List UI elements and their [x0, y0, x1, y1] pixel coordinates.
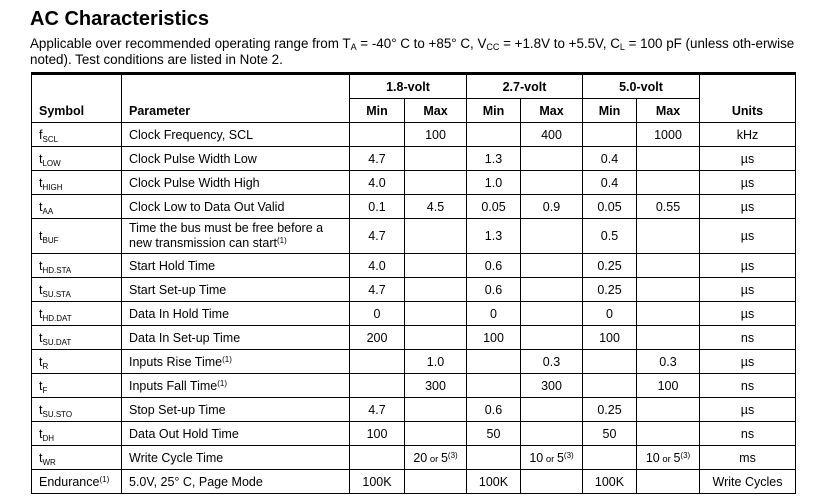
table-row [32, 302, 796, 326]
symbol-cell: $t_{SU.DAT}$ [32, 326, 122, 350]
value-cell: 100 [405, 123, 467, 147]
section-title: AC Characteristics [30, 8, 209, 30]
value-cell: 400 [521, 123, 583, 147]
symbol-cell: $t_{DH}$ [32, 422, 122, 446]
units-cell: ns [700, 374, 796, 398]
value-cell [350, 446, 405, 470]
units-cell: µs [700, 171, 796, 195]
parameter-cell: Clock Pulse Width High [122, 171, 350, 195]
value-cell: 0.4 [583, 147, 637, 171]
value-cell: 100 [637, 374, 700, 398]
value-cell: 0.1 [350, 195, 405, 219]
units-cell: ms [700, 446, 796, 470]
value-cell: 100K [467, 470, 521, 494]
value-cell [637, 302, 700, 326]
ac-characteristics-table [31, 72, 796, 494]
value-cell [637, 326, 700, 350]
value-cell: 0.6 [467, 254, 521, 278]
value-cell: 1.3 [467, 219, 521, 254]
value-cell [637, 422, 700, 446]
value-cell [405, 470, 467, 494]
parameter-cell: Clock Frequency, SCL [122, 123, 350, 147]
value-cell [405, 278, 467, 302]
table-row [32, 278, 796, 302]
value-cell [521, 326, 583, 350]
header-parameter: Parameter [122, 74, 350, 123]
value-cell: 1.0 [467, 171, 521, 195]
symbol-cell: $t_{HD.DAT}$ [32, 302, 122, 326]
value-cell: 0.9 [521, 195, 583, 219]
value-cell: 0.3 [521, 350, 583, 374]
symbol-cell: $f_{SCL}$ [32, 123, 122, 147]
table-row [32, 446, 796, 470]
value-cell [467, 446, 521, 470]
parameter-cell: Start Set-up Time [122, 278, 350, 302]
value-cell [583, 123, 637, 147]
value-cell [405, 302, 467, 326]
units-cell: µs [700, 195, 796, 219]
table-row [32, 422, 796, 446]
value-cell: 1.0 [405, 350, 467, 374]
symbol-cell: $t_{WR}$ [32, 446, 122, 470]
value-cell: 1000 [637, 123, 700, 147]
units-cell: µs [700, 278, 796, 302]
value-cell: 200 [350, 326, 405, 350]
value-cell: 300 [521, 374, 583, 398]
header-max: Max [405, 99, 467, 123]
header-units: Units [700, 74, 796, 123]
parameter-cell: Clock Pulse Width Low [122, 147, 350, 171]
value-cell: 0 [583, 302, 637, 326]
value-cell [521, 147, 583, 171]
units-cell: ns [700, 326, 796, 350]
symbol-cell: $t_{SU.STA}$ [32, 278, 122, 302]
value-cell [637, 219, 700, 254]
symbol-cell: $t_{HD.STA}$ [32, 254, 122, 278]
value-cell [405, 398, 467, 422]
value-cell [521, 398, 583, 422]
value-cell: 0.25 [583, 398, 637, 422]
value-cell [521, 302, 583, 326]
value-cell: 4.7 [350, 219, 405, 254]
value-cell [405, 254, 467, 278]
value-cell [405, 326, 467, 350]
units-cell: kHz [700, 123, 796, 147]
value-cell: 4.0 [350, 171, 405, 195]
symbol-cell: $t_{LOW}$ [32, 147, 122, 171]
value-cell [583, 446, 637, 470]
desc-text-3: = +1.8V to +5.5V, C [499, 36, 620, 51]
value-cell [583, 374, 637, 398]
table-row [32, 195, 796, 219]
parameter-cell: Start Hold Time [122, 254, 350, 278]
desc-text-1: Applicable over recommended operating range from T [30, 36, 351, 51]
table-row [32, 147, 796, 171]
header-min: Min [467, 99, 521, 123]
value-cell: 0.05 [467, 195, 521, 219]
table-row [32, 350, 796, 374]
value-cell [637, 278, 700, 302]
header-group-5-0v: 5.0-volt [583, 74, 700, 99]
symbol-cell: Endurance$^{(1)}$ [32, 470, 122, 494]
parameter-cell: Time the bus must be free before a new transmission can start$^{(1)}$ [122, 219, 350, 254]
value-cell [405, 171, 467, 195]
value-cell: 20 or 5$^{(3)}$ [405, 446, 467, 470]
value-cell: 10 or 5$^{(3)}$ [521, 446, 583, 470]
header-min: Min [583, 99, 637, 123]
value-cell [637, 147, 700, 171]
value-cell [405, 422, 467, 446]
value-cell: 0.4 [583, 171, 637, 195]
value-cell [521, 171, 583, 195]
value-cell: 50 [467, 422, 521, 446]
value-cell: 4.7 [350, 278, 405, 302]
value-cell: 10 or 5$^{(3)}$ [637, 446, 700, 470]
header-min: Min [350, 99, 405, 123]
parameter-cell: Inputs Rise Time$^{(1)}$ [122, 350, 350, 374]
header-group-1-8v: 1.8-volt [350, 74, 467, 99]
value-cell [467, 374, 521, 398]
table-row [32, 398, 796, 422]
value-cell: 0.3 [637, 350, 700, 374]
table-row [32, 254, 796, 278]
symbol-cell: $t_{HIGH}$ [32, 171, 122, 195]
value-cell: 0.25 [583, 254, 637, 278]
units-cell: µs [700, 302, 796, 326]
desc-sub-ta: A [350, 42, 357, 52]
units-cell: Write Cycles [700, 470, 796, 494]
value-cell [467, 123, 521, 147]
units-cell: µs [700, 350, 796, 374]
value-cell: 100K [583, 470, 637, 494]
value-cell: 0 [467, 302, 521, 326]
symbol-cell: $t_{SU.STO}$ [32, 398, 122, 422]
value-cell: 4.5 [405, 195, 467, 219]
value-cell [521, 254, 583, 278]
parameter-cell: Stop Set-up Time [122, 398, 350, 422]
value-cell: 4.7 [350, 147, 405, 171]
value-cell: 50 [583, 422, 637, 446]
value-cell: 100 [583, 326, 637, 350]
table-row [32, 219, 796, 254]
units-cell: ns [700, 422, 796, 446]
value-cell: 300 [405, 374, 467, 398]
table-row [32, 171, 796, 195]
value-cell [521, 219, 583, 254]
value-cell [521, 422, 583, 446]
parameter-cell: Data In Set-up Time [122, 326, 350, 350]
value-cell [637, 470, 700, 494]
parameter-cell: Write Cycle Time [122, 446, 350, 470]
parameter-cell: Data In Hold Time [122, 302, 350, 326]
desc-text-2: = -40° C to +85° C, V [356, 36, 487, 51]
units-cell: µs [700, 219, 796, 254]
value-cell: 100K [350, 470, 405, 494]
table-row [32, 470, 796, 494]
section-description [30, 36, 810, 68]
value-cell: 0.55 [637, 195, 700, 219]
desc-sub-vcc: CC [486, 42, 500, 52]
value-cell: 100 [350, 422, 405, 446]
value-cell: 4.7 [350, 398, 405, 422]
table-row [32, 326, 796, 350]
value-cell [405, 219, 467, 254]
symbol-cell: $t_R$ [32, 350, 122, 374]
value-cell [350, 123, 405, 147]
value-cell [637, 254, 700, 278]
header-group-2-7v: 2.7-volt [467, 74, 583, 99]
header-row-groups [32, 74, 796, 99]
value-cell: 0.6 [467, 398, 521, 422]
table-row [32, 123, 796, 147]
value-cell: 0.5 [583, 219, 637, 254]
desc-sub-cl: L [619, 42, 625, 52]
value-cell: 100 [467, 326, 521, 350]
value-cell [637, 171, 700, 195]
header-symbol: Symbol [32, 74, 122, 123]
parameter-cell: Inputs Fall Time$^{(1)}$ [122, 374, 350, 398]
value-cell: 1.3 [467, 147, 521, 171]
value-cell [350, 374, 405, 398]
value-cell [405, 147, 467, 171]
value-cell [350, 350, 405, 374]
value-cell [521, 470, 583, 494]
value-cell [521, 278, 583, 302]
table-row [32, 374, 796, 398]
units-cell: µs [700, 254, 796, 278]
symbol-cell: $t_F$ [32, 374, 122, 398]
value-cell: 0 [350, 302, 405, 326]
parameter-cell: Data Out Hold Time [122, 422, 350, 446]
header-max: Max [637, 99, 700, 123]
value-cell: 4.0 [350, 254, 405, 278]
value-cell [583, 350, 637, 374]
header-max: Max [521, 99, 583, 123]
units-cell: µs [700, 147, 796, 171]
units-cell: µs [700, 398, 796, 422]
value-cell [637, 398, 700, 422]
value-cell: 0.25 [583, 278, 637, 302]
desc-text-4: = 100 pF (unless oth-erwise noted). Test conditions are listed in Note 2. [30, 36, 795, 67]
value-cell [467, 350, 521, 374]
value-cell: 0.6 [467, 278, 521, 302]
symbol-cell: $t_{BUF}$ [32, 219, 122, 254]
symbol-cell: $t_{AA}$ [32, 195, 122, 219]
parameter-cell: Clock Low to Data Out Valid [122, 195, 350, 219]
value-cell: 0.05 [583, 195, 637, 219]
parameter-cell: 5.0V, 25° C, Page Mode [122, 470, 350, 494]
